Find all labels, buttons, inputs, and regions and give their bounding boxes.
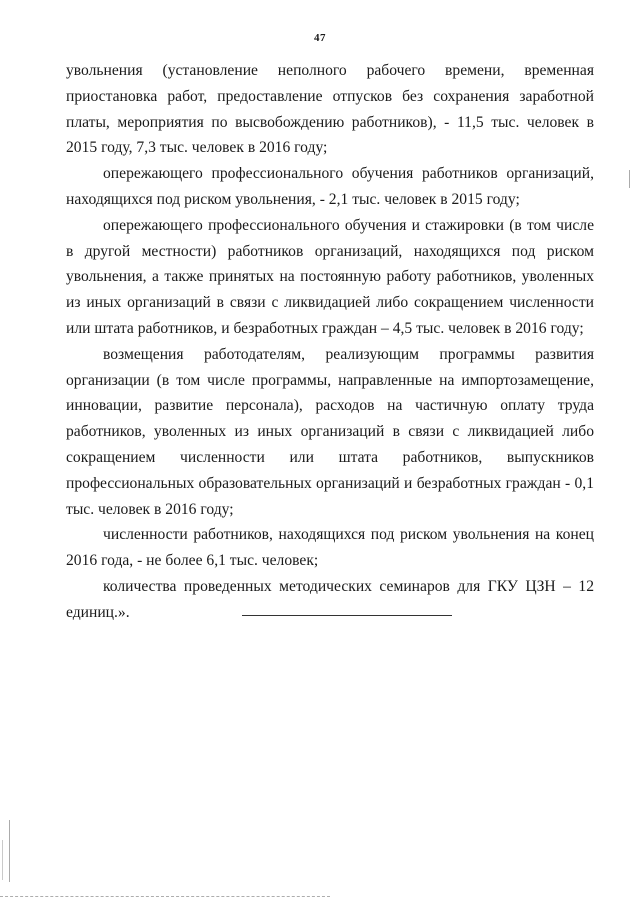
scan-artifact-mark [9, 820, 10, 882]
paragraph-employer-reimbursement: возмещения работодателям, реализующим программы развития организации (в том числе программы, направленные на импортозамещение, инновации, развитие персонала), расходов на частичную оплату труда работников, уволенных из иных организаций в связи с ликвидацией либо сокращением численности или штата работников, выпускников профессиональных образовательных организаций и безработных граждан - 0,1 тыс. человек в 2016 году; [66, 345, 594, 518]
end-separator-line [242, 615, 452, 616]
page-number: 47 [314, 32, 326, 44]
paragraph-workers-at-risk: численности работников, находящихся под риском увольнения на конец 2016 года, - не более 6,1 тыс. человек; [66, 526, 594, 570]
document-body [66, 58, 594, 626]
paragraph-advance-training-internship: опережающего профессионального обучения и стажировки (в том числе в другой местности) работников организаций, находящихся под риском увольнения, а также принятых на постоянную работу работников, уволенных из иных организаций в связи с ликвидацией либо сокращением численности или штата работников, и безработных граждан – 4,5 тыс. человек в 2016 году; [66, 216, 594, 337]
scan-artifact-line [0, 896, 330, 897]
scan-artifact-mark [629, 170, 630, 188]
paragraph-advance-training: опережающего профессионального обучения работников организаций, находящихся под риском увольнения, - 2,1 тыс. человек в 2015 году; [66, 165, 594, 208]
paragraph-seminars-count: количества проведенных методических семинаров для ГКУ ЦЗН – 12 единиц.». [66, 577, 594, 621]
paragraph-continuation: увольнения (установление неполного рабочего времени, временная приостановка работ, предоставление отпусков без сохранения заработной платы, мероприятия по высвобождению работников), - 11,5 тыс. человек в 2015 году, 7,3 тыс. человек в 2016 году; [66, 62, 594, 157]
scan-artifact-mark [2, 840, 3, 880]
